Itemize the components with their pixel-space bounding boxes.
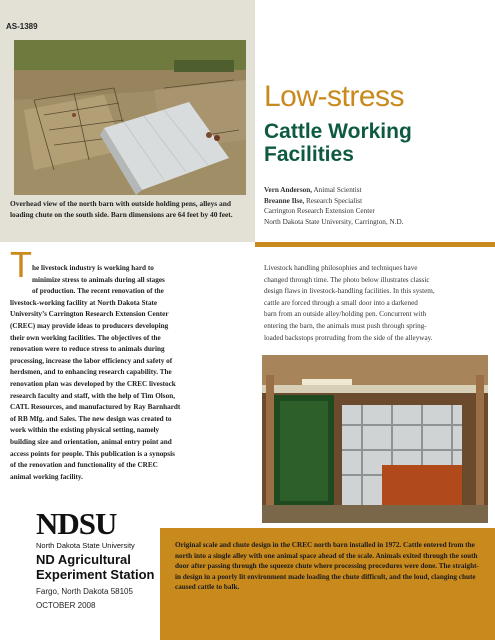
gold-divider	[255, 242, 495, 247]
title-line-2: Facilities	[264, 143, 354, 166]
chute-interior-illustration	[262, 355, 488, 523]
intro-line: work within the existing physical setting, namely	[10, 426, 160, 435]
author-2-role: Research Specialist	[304, 196, 363, 205]
intro-line: renovation plan was developed by the CREC livestock	[10, 379, 176, 388]
intro-line: building size and orientation, animal entry point and	[10, 437, 172, 446]
nd-agricultural: ND Agricultural	[36, 552, 131, 567]
handling-line: barn from an outside alley/holding pen. Concurrent with	[264, 310, 427, 319]
intro-line: research faculty and staff, with the help of Tim Olson,	[10, 391, 175, 400]
intro-line: of the renovation and functionality of the CREC	[10, 461, 158, 470]
intro-paragraph	[10, 263, 242, 483]
drop-cap: T	[10, 244, 32, 285]
handling-paragraph	[264, 263, 486, 344]
intro-line: livestock-working facility at North Dakota State	[10, 298, 158, 307]
handling-line: cattle are forced through a small door into a darkened	[264, 298, 418, 307]
intro-line: CATL Resources, and manufactured by Ray Barnhardt	[10, 403, 181, 412]
handling-line: design flaws in livestock-handling facilities. In this system,	[264, 287, 435, 296]
chute-interior-photo	[262, 355, 488, 523]
intro-line: access points for people. This publication is a synopsis	[10, 449, 175, 458]
chute-photo-caption: Original scale and chute design in the CREC north barn installed in 1972. Cattle entered from the north into a single alley with one animal space ahead of the scale. Animals exited through the south door after passing through the squeeze chute where processing procedures were done. The straight-in design in a poorly lit environment made loading the chute difficult, and the loud, clanging chute caused cattle to balk.	[175, 541, 479, 591]
author-1-name: Vern Anderson,	[264, 186, 313, 194]
intro-line: herdsmen, and to enhancing research capability. The	[10, 368, 172, 377]
author-2	[264, 196, 484, 207]
handling-line: entering the barn, the animals must push through spring-	[264, 321, 427, 330]
intro-line: animal working facility.	[10, 472, 83, 481]
author-1-role: Animal Scientist	[312, 186, 362, 194]
intro-line: of production. The recent renovation of the	[32, 287, 164, 296]
intro-line: renovation were to reduce stress to animals during	[10, 345, 165, 354]
handling-line: changed through time. The photo below illustrates classic	[264, 275, 430, 284]
intro-line: of RB Mfg. and Sales. The new design was created to	[10, 414, 172, 423]
handling-line: loaded backstops protruding from the side of the alleyway.	[264, 333, 433, 342]
title-low-stress: Low-stress	[264, 80, 405, 113]
author-1	[264, 185, 484, 196]
intro-line: minimize stress to animals during all stages	[32, 275, 165, 284]
intro-line: (CREC) may provide ideas to producers developing	[10, 321, 169, 330]
handling-line: Livestock handling philosophies and techniques have	[264, 264, 418, 272]
intro-line: he livestock industry is working hard to	[32, 264, 154, 272]
aerial-photo-caption: Overhead view of the north barn with outside holding pens, alleys and loading chute on the south side. Barn dimensions are 64 feet by 40 feet.	[10, 199, 233, 219]
ndsu-logo: NDSU	[36, 506, 117, 541]
university-name: North Dakota State University	[36, 541, 135, 550]
publication-number: AS-1389	[6, 22, 38, 31]
experiment-station: Experiment Station	[36, 567, 155, 582]
title-line-1: Cattle Working	[264, 120, 412, 143]
intro-line: University’s Carrington Research Extension Center	[10, 310, 169, 319]
intro-line: their own working facilities. The objectives of the	[10, 333, 161, 342]
affiliation-line-1: Carrington Research Extension Center	[264, 207, 375, 215]
publication-date: OCTOBER 2008	[36, 601, 96, 610]
aerial-barn-illustration	[14, 40, 246, 195]
title-cattle-working-facilities	[264, 120, 412, 166]
intro-line: processing, increase the labor efficiency and safety of	[10, 356, 173, 365]
author-block	[264, 185, 484, 227]
affiliation-line-2: North Dakota State University, Carrington, N.D.	[264, 217, 404, 226]
city-address: Fargo, North Dakota 58105	[36, 587, 133, 596]
aerial-barn-photo	[14, 40, 246, 195]
author-2-name: Breanne Ilse,	[264, 196, 305, 205]
